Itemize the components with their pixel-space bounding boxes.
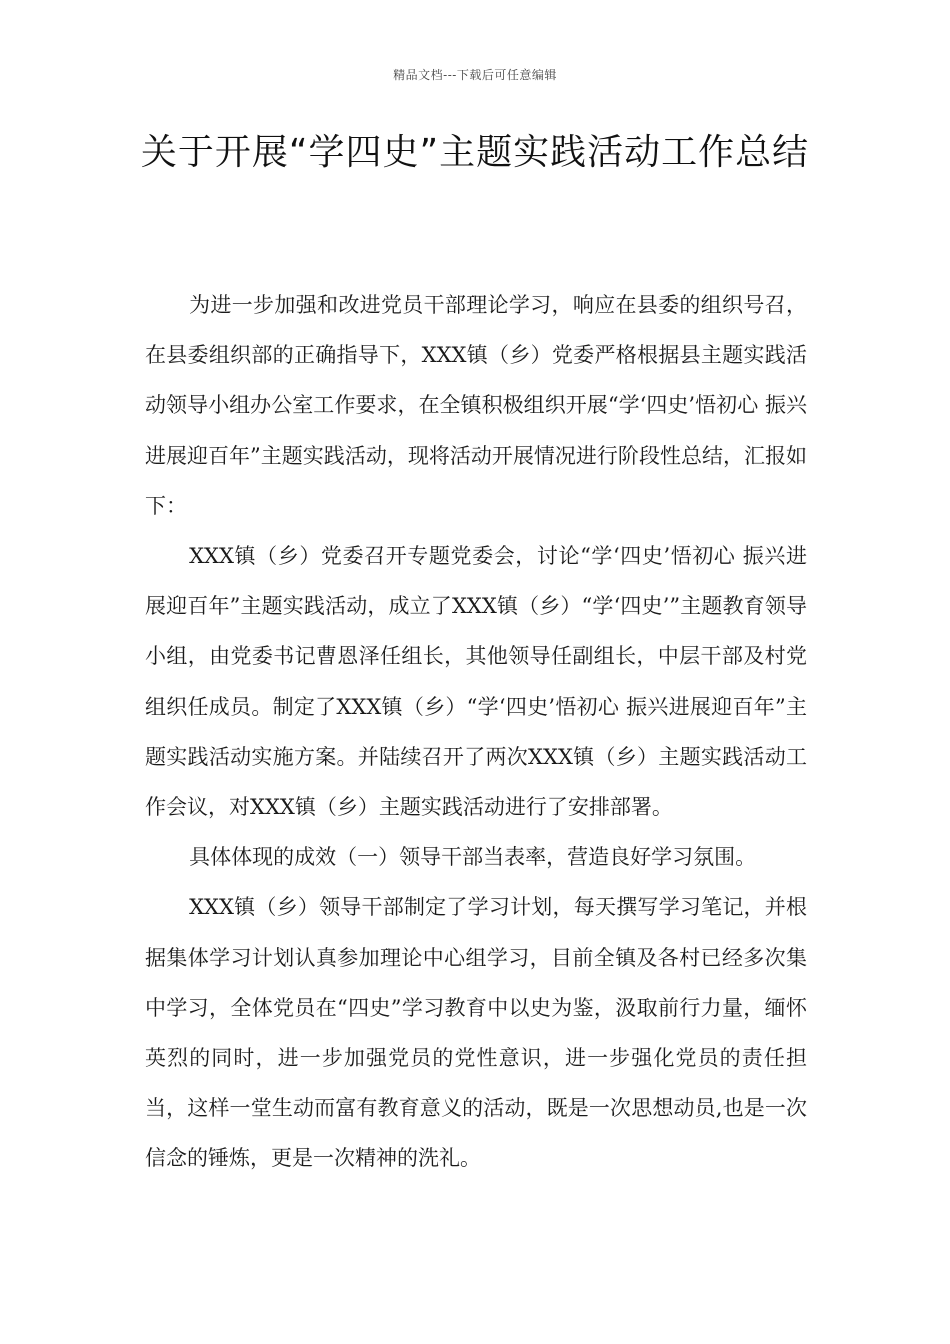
paragraph-intro: 为进一步加强和改进党员干部理论学习，响应在县委的组织号召，在县委组织部的正确指导下，XXX镇（乡）党委严格根据县主题实践活动领导小组办公室工作要求，在全镇积极组织开展“学‘四史’悟初心 振兴进展迎百年”主题实践活动，现将活动开展情况进行阶段性总结，汇报如下： <box>145 293 807 518</box>
document-title: 关于开展“学四史”主题实践活动工作总结 <box>140 132 810 173</box>
header-note: 精品文档---下载后可任意编辑 <box>393 68 557 82</box>
paragraph-study-plan: XXX镇（乡）领导干部制定了学习计划，每天撰写学习笔记，并根据集体学习计划认真参加理论中心组学习，目前全镇及各村已经多次集中学习，全体党员在“四史”学习教育中以史为鉴，汲取前行力量，缅怀英烈的同时，进一步加强党员的党性意识，进一步强化党员的责任担当，这样一堂生动而富有教育意义的活动，既是一次思想动员,也是一次信念的锤炼，更是一次精神的洗礼。 <box>145 895 807 1171</box>
paragraph-organization: XXX镇（乡）党委召开专题党委会，讨论“学‘四史’悟初心 振兴进展迎百年”主题实践活动，成立了XXX镇（乡）“学‘四史’”主题教育领导小组，由党委书记曹恩泽任组长，其他领导任副组长，中层干部及村党组织任成员。制定了XXX镇（乡）“学‘四史’悟初心 振兴进展迎百年”主题实践活动实施方案。并陆续召开了两次XXX镇（乡）主题实践活动工作会议，对XXX镇（乡）主题实践活动进行了安排部署。 <box>145 544 807 820</box>
paragraph-results-heading: 具体体现的成效（一）领导干部当表率，营造良好学习氛围。 <box>189 845 757 870</box>
document-body <box>145 280 807 1184</box>
